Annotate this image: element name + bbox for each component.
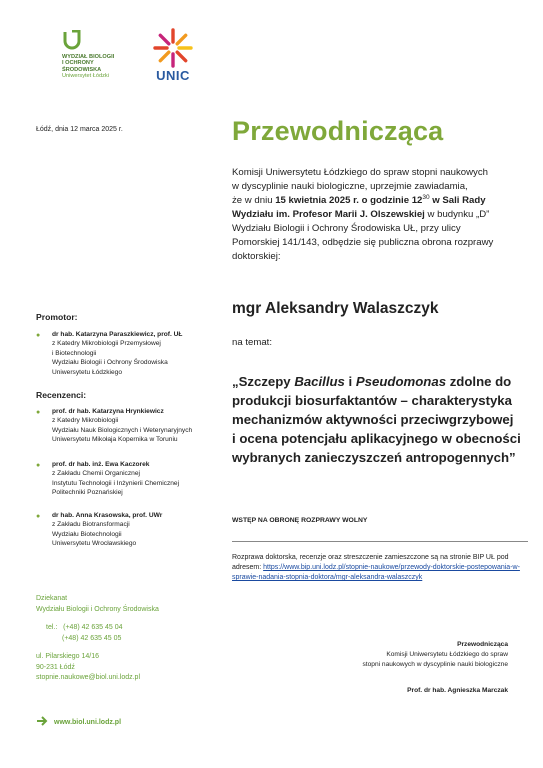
on-topic-label: na temat: bbox=[232, 337, 272, 348]
promotor-line-4: Uniwersytetu Łódzkiego bbox=[52, 368, 123, 376]
reviewer-name: prof. dr hab. inż. Ewa Kaczorek bbox=[52, 461, 150, 468]
footer-tel-2[interactable]: (+48) 42 635 45 05 bbox=[62, 634, 122, 642]
reviewer-line: Uniwersytetu Wrocławskiego bbox=[52, 540, 137, 548]
footer-office: Dziekanat bbox=[36, 595, 68, 602]
footer-street: ul. Pilarskiego 14/16 bbox=[36, 653, 100, 660]
thesis-part-1: „Szczepy bbox=[232, 374, 295, 389]
reviewer-line: Instytutu Technologii i Inżynierii Chemicznej bbox=[52, 479, 180, 487]
footer-email[interactable]: stopnie.naukowe@biol.uni.lodz.pl bbox=[36, 674, 141, 681]
signature-line-2: stopni naukowych w dyscyplinie nauki biologiczne bbox=[362, 661, 508, 668]
faculty-logo-line-1: WYDZIAŁ BIOLOGII bbox=[62, 54, 115, 60]
promotor-heading: Promotor: bbox=[36, 312, 78, 322]
bullet-icon: ● bbox=[36, 409, 41, 416]
thesis-line-3: mechanizmów aktywności przeciwgrzybowej bbox=[232, 412, 514, 427]
candidate-name: mgr Aleksandry Walaszczyk bbox=[232, 300, 439, 317]
faculty-logo-mark-icon bbox=[62, 30, 82, 52]
intro-line-3-pre: że w dniu bbox=[232, 195, 276, 206]
unic-logo bbox=[152, 28, 194, 84]
date-line: Łódź, dnia 12 marca 2025 r. bbox=[36, 126, 123, 133]
intro-line-2: w dyscyplinie nauki biologiczne, uprzejmie zawiadamia, bbox=[232, 181, 468, 192]
documents-note bbox=[232, 553, 532, 583]
promotor-line-2: i Biotechnologii bbox=[52, 349, 97, 357]
divider bbox=[232, 541, 528, 542]
footer-tel-label: tel.: bbox=[46, 624, 58, 631]
thesis-genus-2: Pseudomonas bbox=[355, 374, 447, 389]
thesis-part-3: zdolne do bbox=[446, 374, 512, 389]
promotor-line-3: Wydziału Biologii i Ochrony Środowiska bbox=[52, 359, 168, 367]
unic-wordmark: UNIC bbox=[156, 68, 190, 83]
promotor-line-1: z Katedry Mikrobiologii Przemysłowej bbox=[52, 340, 161, 348]
reviewer-line: Uniwersytetu Mikołaja Kopernika w Toruniu bbox=[52, 436, 178, 444]
thesis-line-5: wybranych zanieczyszczeń antropogennych” bbox=[232, 450, 516, 465]
thesis-line-2: produkcji biosurfaktantów – charakterystyka bbox=[232, 393, 512, 408]
intro-line-5: Wydziału Biologii i Ochrony Środowiska UŁ, przy ulicy bbox=[232, 223, 461, 234]
documents-note-text: Rozprawa doktorska, recenzje oraz streszczenie zamieszczone są na stronie BIP UŁ pod adresem: bbox=[232, 554, 509, 571]
faculty-logo-line-3: ŚRODOWISKA bbox=[62, 66, 102, 73]
signature-name: Prof. dr hab. Agnieszka Marczak bbox=[407, 687, 508, 694]
footer-tel-1[interactable]: (+48) 42 635 45 04 bbox=[63, 624, 123, 631]
bullet-icon: ● bbox=[36, 462, 41, 469]
signature-line-1: Komisji Uniwersytetu Łódzkiego do spraw bbox=[386, 651, 508, 658]
signature-block bbox=[320, 640, 508, 696]
announcement-text bbox=[232, 166, 522, 264]
arrow-right-icon bbox=[36, 716, 48, 726]
defense-building: w budynku „D” bbox=[424, 209, 490, 220]
reviewer-line: z Zakładu Chemii Organicznej bbox=[52, 470, 140, 478]
footer-city: 90-231 Łódź bbox=[36, 663, 75, 671]
thesis-genus-1: Bacillus bbox=[294, 374, 345, 389]
footer-contact bbox=[36, 594, 159, 684]
defense-datetime: 15 kwietnia 2025 r. o godzinie 12 bbox=[275, 195, 423, 206]
faculty-logo-university: Uniwersytet Łódzki bbox=[62, 73, 109, 80]
reviewer-name: prof. dr hab. Katarzyna Hrynkiewicz bbox=[52, 408, 164, 415]
intro-line-4 bbox=[232, 208, 522, 222]
intro-line-3 bbox=[232, 194, 522, 208]
thesis-part-2: i bbox=[344, 374, 356, 389]
reviewer-line: z Zakładu Biotransformacji bbox=[52, 521, 130, 529]
bip-link[interactable]: https://www.bip.uni.lodz.pl/stopnie-naukowe/przewody-doktorskie-postepowania-w-sprawie-nadania-stopnia-doktora/mgr-aleksandra-walaszczyk bbox=[232, 564, 520, 581]
footer-www-link[interactable]: www.biol.uni.lodz.pl bbox=[54, 719, 122, 726]
bullet-icon: ● bbox=[36, 513, 41, 520]
reviewer-line: Wydziału Nauk Biologicznych i Weterynaryjnych bbox=[52, 426, 193, 434]
footer-faculty: Wydziału Biologii i Ochrony Środowiska bbox=[36, 605, 159, 613]
reviewer-line: Politechniki Poznańskiej bbox=[52, 489, 123, 497]
free-entry-notice: WSTĘP NA OBRONĘ ROZPRAWY WOLNY bbox=[232, 517, 368, 524]
intro-line-1: Komisji Uniwersytetu Łódzkiego do spraw stopni naukowych bbox=[232, 167, 488, 178]
thesis-line-4: i ocena potencjału aplikacyjnego w obecności bbox=[232, 431, 521, 446]
footer-website bbox=[36, 716, 121, 726]
reviewer-line: Wydziału Biotechnologii bbox=[52, 530, 122, 538]
signature-role: Przewodnicząca bbox=[457, 641, 508, 648]
faculty-logo bbox=[60, 30, 140, 90]
defense-room: Wydziału im. Profesor Marii J. Olszewskiej bbox=[232, 209, 425, 220]
page-title: Przewodnicząca bbox=[232, 116, 444, 146]
unic-sunburst-icon bbox=[153, 28, 193, 68]
intro-line-6: Pomorskiej 141/143, odbędzie się publiczna obrona rozprawy bbox=[232, 237, 494, 248]
reviewer-name: dr hab. Anna Krasowska, prof. UWr bbox=[52, 512, 163, 519]
thesis-title bbox=[232, 372, 528, 467]
intro-line-7: doktorskiej: bbox=[232, 251, 281, 262]
faculty-logo-line-2: I OCHRONY bbox=[62, 60, 94, 67]
defense-time-minutes: 30 bbox=[422, 194, 430, 201]
promotor-name: dr hab. Katarzyna Paraszkiewicz, prof. UŁ bbox=[52, 331, 183, 338]
bullet-icon: ● bbox=[36, 332, 41, 339]
reviewer-line: z Katedry Mikrobiologii bbox=[52, 417, 119, 425]
defense-room-pre: w Sali Rady bbox=[429, 195, 486, 206]
footer-phone-1 bbox=[36, 623, 159, 634]
reviewers-heading: Recenzenci: bbox=[36, 390, 87, 400]
